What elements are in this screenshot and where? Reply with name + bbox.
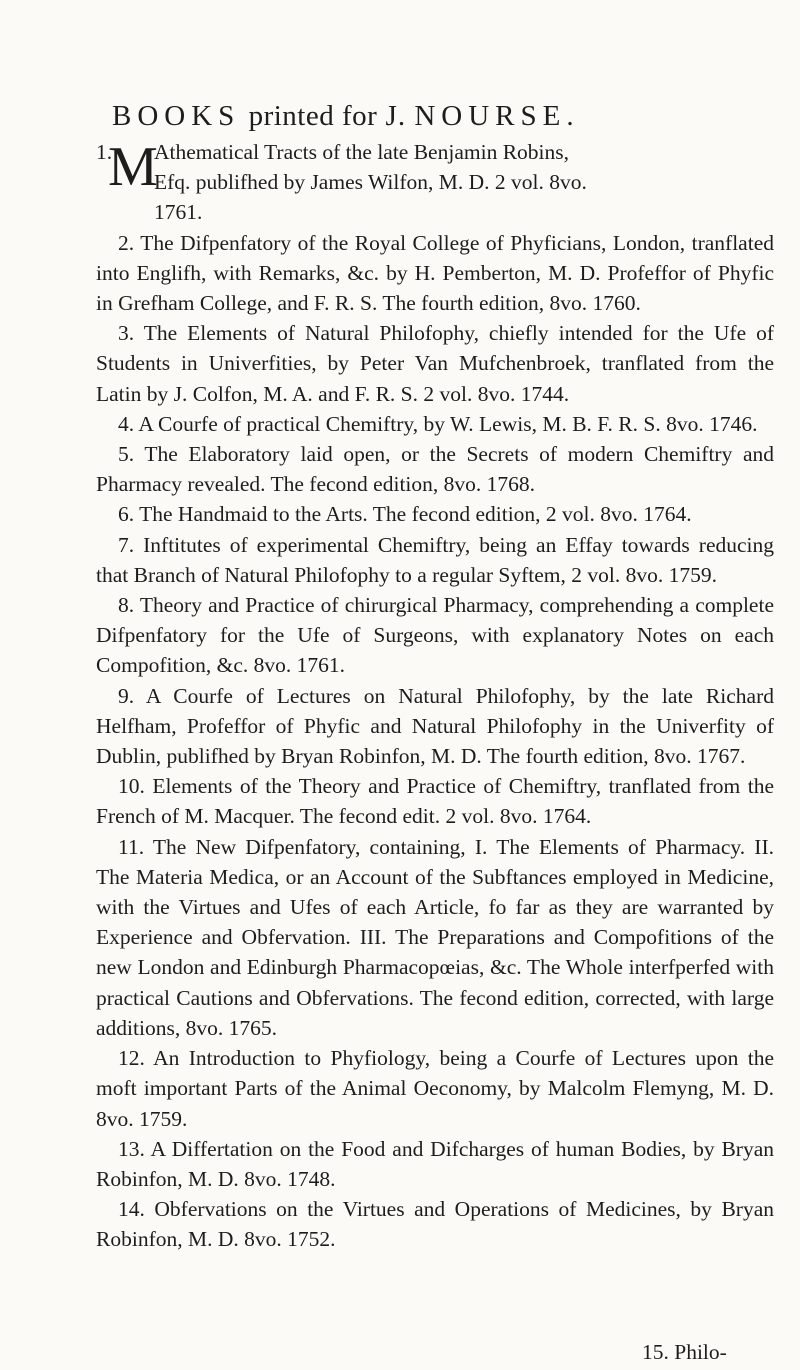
header-books: BOOKS bbox=[112, 100, 241, 132]
header-initial: J. bbox=[385, 100, 407, 132]
list-item: 5. The Elaboratory laid open, or the Secrets of modern Chemiftry and Pharmacy revealed. The fecond edition, 8vo. 1768. bbox=[96, 442, 774, 497]
page-header bbox=[112, 98, 772, 134]
catchword: 15. Philo- bbox=[642, 1340, 727, 1364]
list-item: 10. Elements of the Theory and Practice of Chemiftry, tranflated from the French of M. Macquer. The fecond edit. 2 vol. 8vo. 1764. bbox=[96, 774, 774, 829]
entry-text: 1761. bbox=[154, 200, 203, 225]
list-item: 7. Inftitutes of experimental Chemiftry, being an Effay towards reducing that Branch of Natural Philofophy to a regular Syftem, 2 vol. 8vo. 1759. bbox=[96, 532, 774, 587]
entry-number: 1. bbox=[96, 140, 113, 164]
list-item: 8. Theory and Practice of chirurgical Pharmacy, comprehending a complete Difpenfatory for the Ufe of Surgeons, with explanatory Notes on each Compofition, &c. 8vo. 1761. bbox=[96, 593, 774, 678]
list-item: 13. A Differtation on the Food and Difcharges of human Bodies, by Bryan Robinfon, M. D. 8vo. 1748. bbox=[96, 1136, 774, 1191]
entry-text: Efq. publifhed by James Wilfon, M. D. 2 vol. 8vo. bbox=[154, 170, 587, 195]
list-item: 11. The New Difpenfatory, containing, I. The Elements of Pharmacy. II. The Materia Medica, or an Account of the Subftances employed in Medicine, with the Virtues and Ufes of each Article, fo far as they are warranted by Experience and Obfervation. III. The Preparations and Compofitions of the new London and Edinburgh Pharmacopœias, &c. The Whole interfperfed with practical Cautions and Obfervations. The fecond edition, corrected, with large additions, 8vo. 1765. bbox=[96, 834, 774, 1040]
list-item: 4. A Courfe of practical Chemiftry, by W. Lewis, M. B. F. R. S. 8vo. 1746. bbox=[118, 411, 758, 436]
drop-cap: M bbox=[108, 136, 158, 198]
list-item bbox=[96, 137, 774, 228]
list-item: 12. An Introduction to Phyfiology, being a Courfe of Lectures upon the moft important Parts of the Animal Oeconomy, by Malcolm Flemyng, M. D. 8vo. 1759. bbox=[96, 1046, 774, 1131]
list-item: 14. Obfervations on the Virtues and Operations of Medicines, by Bryan Robinfon, M. D. 8vo. 1752. bbox=[96, 1197, 774, 1252]
header-name: NOURSE. bbox=[414, 100, 580, 132]
header-printed-for: printed for bbox=[248, 100, 378, 132]
entry-text: Athematical Tracts of the late Benjamin Robins, bbox=[154, 140, 569, 164]
book-list bbox=[96, 137, 774, 1255]
list-item: 6. The Handmaid to the Arts. The fecond edition, 2 vol. 8vo. 1764. bbox=[118, 502, 692, 527]
list-item: 9. A Courfe of Lectures on Natural Philofophy, by the late Richard Helfham, Profeffor of Phyfic and Natural Philofophy in the Univerfity of Dublin, publifhed by Bryan Robinfon, M. D. The fourth edition, 8vo. 1767. bbox=[96, 683, 774, 769]
list-item: 3. The Elements of Natural Philofophy, chiefly intended for the Ufe of Students in Univerfities, by Peter Van Mufchenbroek, tranflated from the Latin by J. Colfon, M. A. and F. R. S. 2 vol. 8vo. 1744. bbox=[96, 321, 774, 406]
list-item: 2. The Difpenfatory of the Royal College of Phyficians, London, tranflated into Englifh, with Remarks, &c. by H. Pemberton, M. D. Profeffor of Phyfic in Grefham College, and F. R. S. The fourth edition, 8vo. 1760. bbox=[96, 230, 774, 316]
